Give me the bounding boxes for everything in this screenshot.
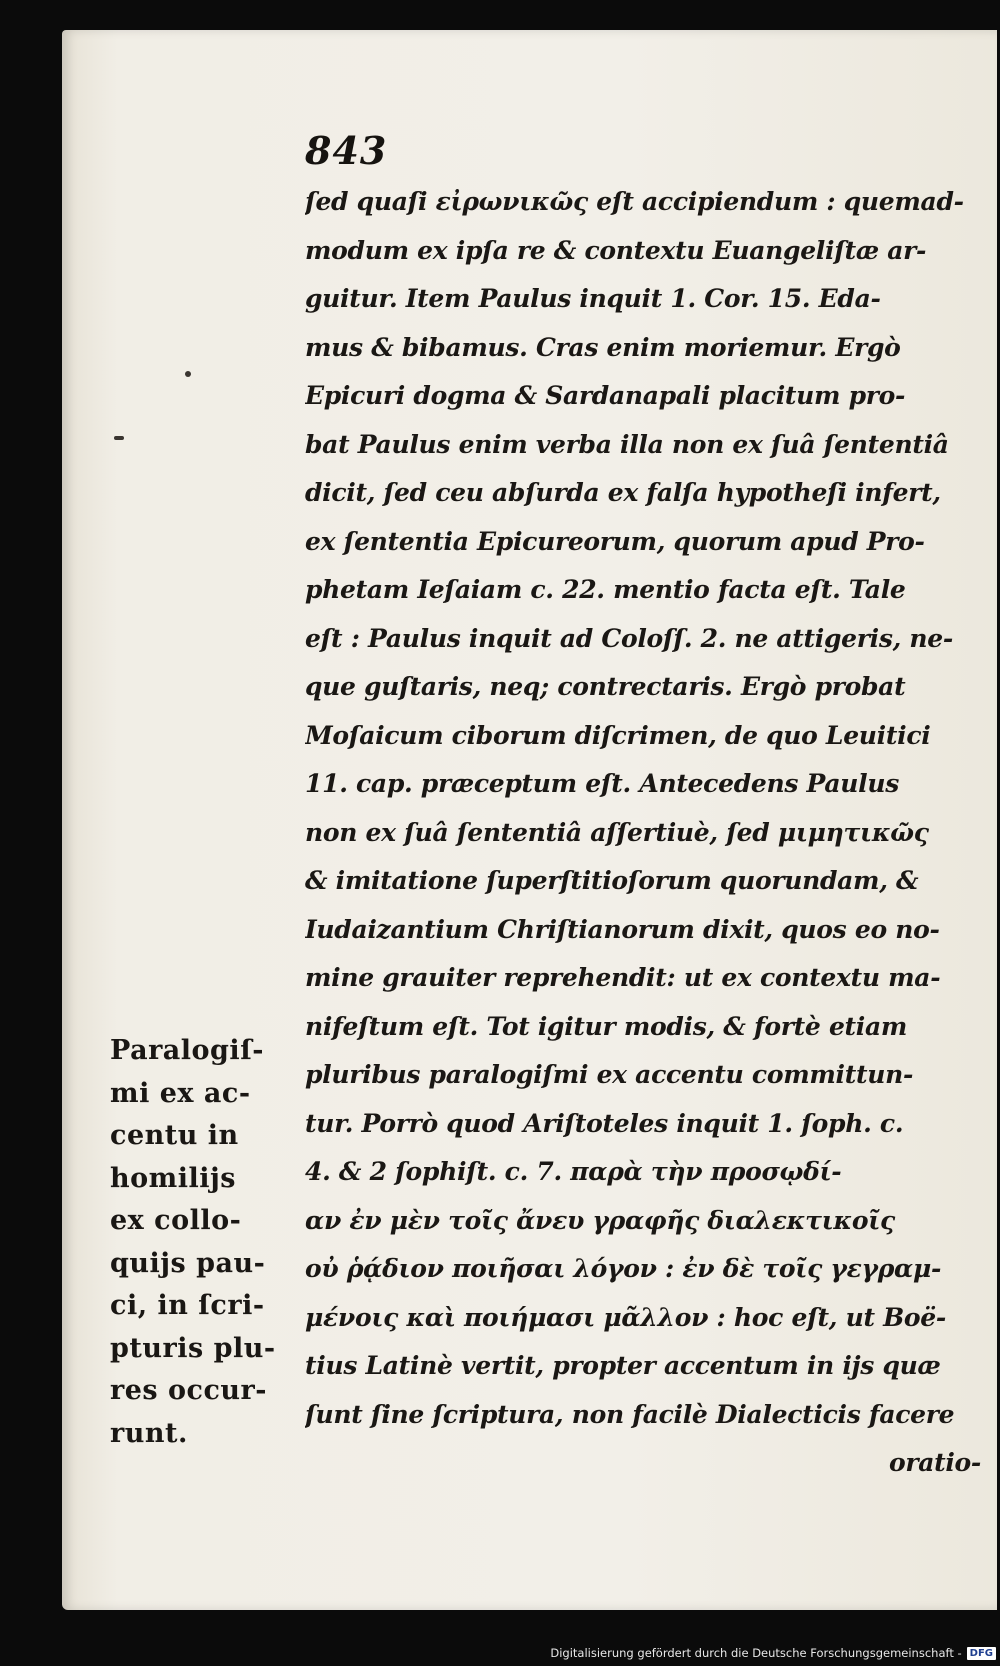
text-line: 11. cap. præceptum eſt. Antecedens Paulus [305,769,899,798]
digitization-footer [550,1642,996,1664]
text-line: eſt : Paulus inquit ad Coloſſ. 2. ne attigeris, ne- [305,623,953,653]
text-line: modum ex ipſa re & contextu Euangeliſtæ ar- [305,235,927,265]
text-line: οὐ ῥᾴδιον ποιῆσαι λόγον : ἐν δὲ τοῖς γεγραμ- [305,1254,942,1283]
text-line: αν ἐν μὲν τοῖς ἄνευ γραφῆς διαλεκτικοῖς [305,1205,895,1235]
text-line: ſunt ſine ſcriptura, non facilè Dialecticis facere [305,1399,955,1429]
text-line: mus & bibamus. Cras enim moriemur. Ergò [305,332,901,362]
text-line: mine grauiter reprehendit: ut ex contextu ma- [305,963,941,992]
body-text [305,178,985,1488]
text-line: Iudaizantium Chriſtianorum dixit, quos eo no- [305,914,940,944]
margin-note-line: Paralogiſ- [110,1035,265,1066]
text-line: ſed quaſi εἰρωνικῶς eſt accipiendum : quemad- [305,187,964,216]
margin-note-line: pturis plu- [110,1332,276,1364]
margin-note-line: centu in [110,1120,239,1151]
page-number: 843 [305,128,388,173]
text-line: ex ſententia Epicureorum, quorum apud Pro- [305,526,925,556]
text-line: nifeſtum eſt. Tot igitur modis, & fortè etiam [305,1011,908,1041]
margin-note-line: quijs pau- [110,1247,266,1279]
text-line: que guſtaris, neq; contrectaris. Ergò probat [305,672,906,701]
ink-speck [185,371,191,377]
text-line: bat Paulus enim verba illa non ex ſuâ ſententiâ [305,429,949,459]
margin-note-line: runt. [110,1417,188,1449]
text-line: Moſaicum ciborum diſcrimen, de quo Leuitici [305,720,931,750]
text-line: μένοις καὶ ποιήμασι μᾶλλον : hoc eſt, ut Boë- [305,1302,946,1332]
text-line: tur. Porrò quod Ariſtoteles inquit 1. ſoph. c. [305,1108,904,1138]
footer-text: Digitalisierung gefördert durch die Deutsche Forschungsgemeinschaft - [550,1646,962,1660]
text-line: phetam Ieſaiam c. 22. mentio facta eſt. Tale [305,575,906,604]
margin-note-line: homilijs [110,1162,236,1194]
text-line: tius Latinè vertit, propter accentum in ijs quæ [305,1351,941,1380]
text-line: pluribus paralogiſmi ex accentu committun- [305,1060,914,1089]
text-line: dicit, ſed ceu abſurda ex falſa hypotheſi infert, [305,478,941,507]
text-line: 4. & 2 ſophiſt. c. 7. παρὰ τὴν προσῳδί- [305,1157,842,1186]
catchword: oratio- [888,1448,981,1477]
margin-note-line: res occur- [110,1375,267,1406]
text-line: guitur. Item Paulus inquit 1. Cor. 15. Eda- [305,284,881,313]
ink-speck [114,436,124,440]
margin-note [110,1030,300,1455]
text-line: & imitatione ſuperſtitioſorum quorundam, & [305,866,919,895]
dfg-logo-icon: DFG [967,1647,996,1660]
text-line: non ex ſuâ ſententiâ aſſertiuè, ſed μιμητικῶς [305,817,929,847]
margin-note-line: mi ex ac- [110,1077,251,1109]
text-line: Epicuri dogma & Sardanapali placitum pro- [305,381,906,410]
margin-note-line: ex collo- [110,1205,242,1236]
margin-note-line: ci, in ſcri- [110,1290,265,1321]
